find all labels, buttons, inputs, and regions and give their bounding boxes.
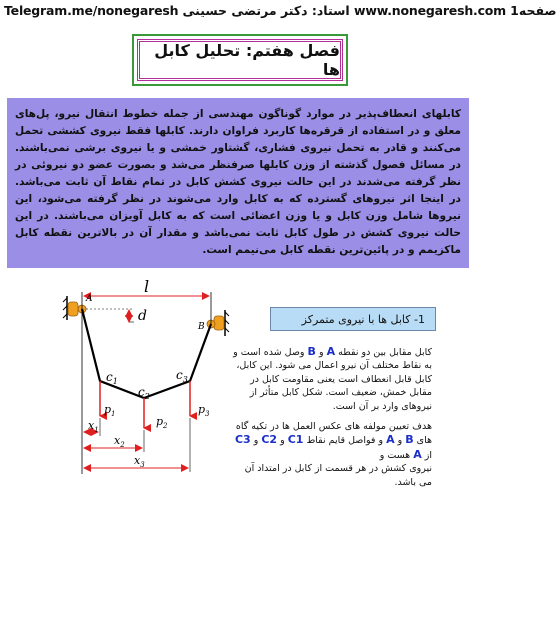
- point-b-label: B: [198, 322, 205, 332]
- chapter-title-frame: [132, 34, 348, 86]
- point-c2-label: $c_2$: [138, 385, 150, 401]
- sag-label: d: [138, 308, 147, 324]
- support-b: [207, 310, 229, 336]
- point-c1-label: $c_1$: [106, 370, 118, 386]
- intro-paragraph: کابلهای انعطاف‌پذیر در موارد گوناگون مهندسی از جمله خطوط انتقال نیرو، پل‌های معلق و در استفاده از قرقره‌ها کاربرد فراوان دارند. کابلها فقط نیروی کششی تحمل می‌کنند و قادر به تحمل نیروی فشاری، گشتاور خمشی و یا نیروی برشی نمی‌باشند. در مسائل فصول گذشته از وزن کابلها صرفنظر می‌شد و بصورت عضو دو نیروئی در نظر گرفته می‌شدند در این حالت نیروی کشش کابل در تمام نقاط آن ثابت می‌باشد. در اینجا اثر نیروهای گسترده که به کابل وارد می‌شوند در نظر گرفته می‌شود، این نیروها شامل وزن کابل و یا وزن اعضائی است که به کابل آویزان می‌باشند. در این حالت نیروی کشش در طول کابل ثابت نمی‌باشد و مقدار آن در بالاترین نقطه کابل ماکزیمم و در پائین‌ترین نقطه کابل می‌نیمم است.: [15, 108, 461, 256]
- x2-label: $x_2$: [114, 434, 125, 449]
- section-goal: [232, 420, 432, 489]
- page-header: [0, 0, 557, 20]
- chapter-title-inner: [137, 39, 343, 81]
- load-p2-label: $p_2$: [156, 415, 168, 430]
- section-heading-box: [270, 307, 436, 331]
- x1-label: $x_1$: [88, 419, 99, 434]
- chapter-title: فصل هفتم: تحلیل کابل ها: [154, 41, 340, 79]
- load-p1-label: $p_1$: [104, 403, 116, 418]
- section-description: [232, 345, 432, 413]
- span-label: l: [144, 277, 150, 296]
- section-heading: 1- کابل ها با نیروی متمرکز: [301, 312, 425, 326]
- support-a: [63, 296, 86, 320]
- cable-diagram: [54, 277, 244, 494]
- load-p3-label: $p_3$: [198, 403, 210, 418]
- point-a-label: A: [86, 294, 93, 304]
- point-c3-label: $c_3$: [176, 368, 188, 384]
- description-text: کابل مقابل بین دو نقطه A و B وصل شده است و به نقاط مختلف آن نیرو اعمال می شود. این کابل، کابل قابل انعطاف است یعنی مقاومت کابل در مقابل خمش، ضعیف است. شکل کابل متأثر از نیروهای وارد بر آن است.: [233, 345, 432, 412]
- intro-box: [7, 98, 469, 268]
- goal-text: هدف تعیین مولفه های عکس العمل ها در تکیه گاه های B و A و فواصل قایم نقاط C1 و C2 و C3 از A هست و نیروی کشش در هر قسمت از کابل در امتداد آن می باشد.: [234, 421, 432, 488]
- header-text: Telegram.me/nonegaresh استاد: دکتر مرتضی حسینی www.nonegaresh.com صفحه1: [4, 3, 557, 18]
- x3-label: $x_3$: [134, 454, 145, 469]
